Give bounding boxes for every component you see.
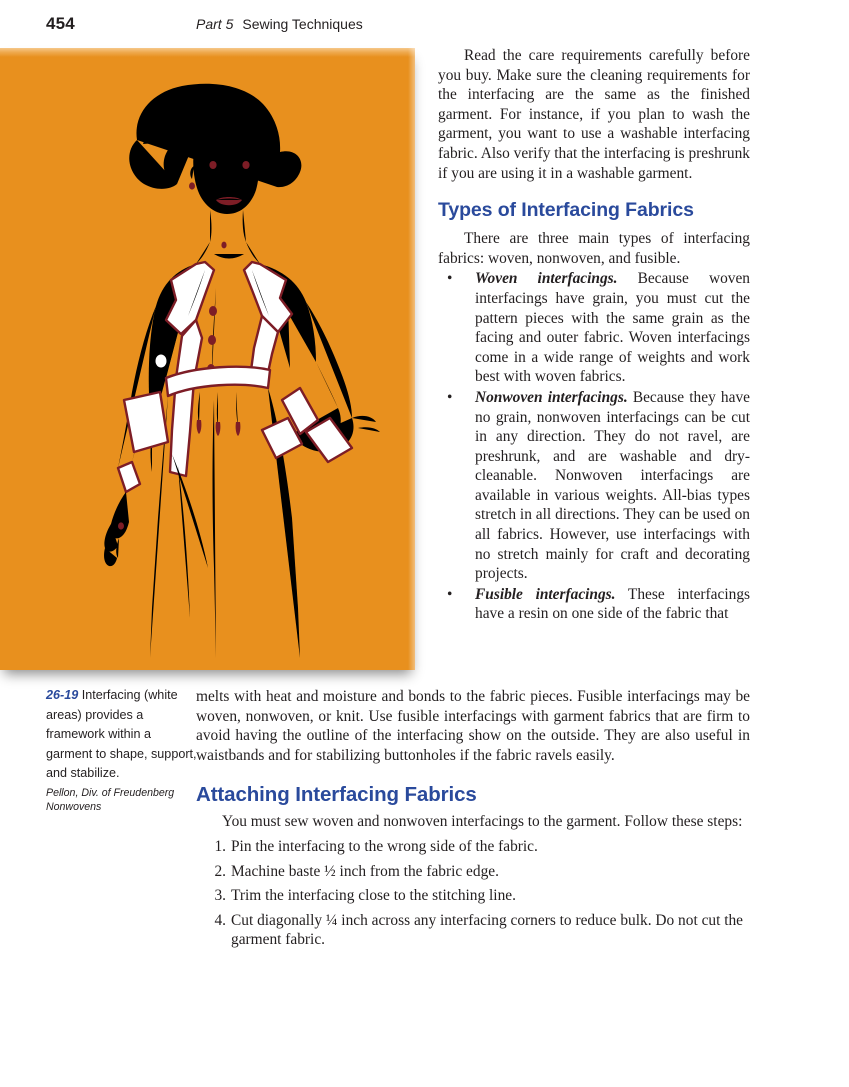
step-number: 4. (214, 911, 226, 929)
bullet-body-text: Because woven interfacings have grain, you must cut the pattern pieces with the same grain as the facing and outer fabric. Woven interfacings come in a wide range of weights and work best with woven fabrics. (475, 270, 750, 386)
step-number: 3. (214, 887, 226, 905)
bullet-icon: • (447, 270, 453, 288)
attaching-steps-list (196, 837, 750, 950)
list-item (196, 886, 750, 906)
page-number: 454 (46, 14, 75, 33)
list-item (438, 585, 750, 624)
figure-number: 26-19 (46, 688, 79, 702)
list-item (196, 862, 750, 882)
step-number: 1. (214, 837, 226, 855)
interfacing-types-list (438, 269, 750, 624)
fashion-illustration-image (0, 48, 415, 670)
list-item (196, 911, 750, 950)
fusible-continuation-paragraph: melts with heat and moisture and bonds to the fabric pieces. Fusible interfacings may be woven, nonwoven, or knit. Use fusible interfacings with garment fabrics that are firm to avoid having the outline of the interfacing show on the outside. They are also useful in waistbands and for stabilizing buttonholes if the fabric ravels easily. (196, 688, 750, 764)
figure-26-19 (0, 48, 415, 670)
step-text: Cut diagonally ¼ inch across any interfacing corners to reduce bulk. Do not cut the garment fabric. (231, 911, 744, 949)
bullet-body-text: These interfacings have a resin on one side of the fabric that (475, 585, 750, 623)
step-text: Trim the interfacing close to the stitching line. (231, 887, 516, 905)
bullet-lead-in: Fusible interfacings. (475, 585, 616, 603)
heading-types-of-interfacing-fabrics: Types of Interfacing Fabrics (438, 199, 694, 222)
figure-right-highlight (408, 48, 415, 670)
step-text: Machine baste ½ inch from the fabric edge. (231, 862, 499, 880)
running-head-title (196, 16, 363, 32)
bullet-icon: • (447, 585, 453, 603)
figure-caption (46, 686, 198, 815)
heading-attaching-interfacing-fabrics: Attaching Interfacing Fabrics (196, 783, 477, 807)
list-item (438, 388, 750, 584)
bullet-body-text: Because they have no grain, nonwoven interfacings can be cut in any direction. They do not ravel, are preshrunk, and are washable and dry-cleanable. Nonwoven interfacings are available in various weights. All-bias types stretch in all directions. They can be used on all fabrics. However, use interfacings with no stretch mainly for craft and decorating projects. (475, 388, 750, 583)
figure-top-highlight (0, 48, 415, 57)
attaching-intro-paragraph: You must sew woven and nonwoven interfacings to the garment. Follow these steps: (222, 813, 743, 831)
intro-paragraph: Read the care requirements carefully before you buy. Make sure the cleaning requirements for the interfacing are the same as the finished garment. For instance, if you plan to wash the garment, you want to use a washable interfacing fabric. Also verify that the interfacing is preshrunk if you are using it in a washable garment. (438, 47, 750, 182)
full-width-text-column (196, 687, 750, 950)
types-intro-paragraph: There are three main types of interfacing fabrics: woven, nonwoven, and fusible. (438, 230, 750, 267)
right-text-column (438, 46, 750, 624)
running-head-part: Part 5 (196, 16, 234, 32)
running-head (0, 14, 849, 38)
list-item (196, 837, 750, 857)
bullet-lead-in: Nonwoven interfacings. (475, 388, 628, 406)
bullet-lead-in: Woven interfacings. (475, 270, 618, 288)
figure-credit: Pellon, Div. of Freudenberg Nonwovens (46, 786, 175, 814)
running-head-section: Sewing Techniques (242, 16, 363, 32)
bullet-icon: • (447, 388, 453, 406)
figure-caption-text: Interfacing (white areas) provides a framework within a garment to shape, support, and stabilize. (46, 688, 197, 781)
step-number: 2. (214, 862, 226, 880)
list-item (438, 269, 750, 387)
step-text: Pin the interfacing to the wrong side of the fabric. (231, 837, 538, 855)
